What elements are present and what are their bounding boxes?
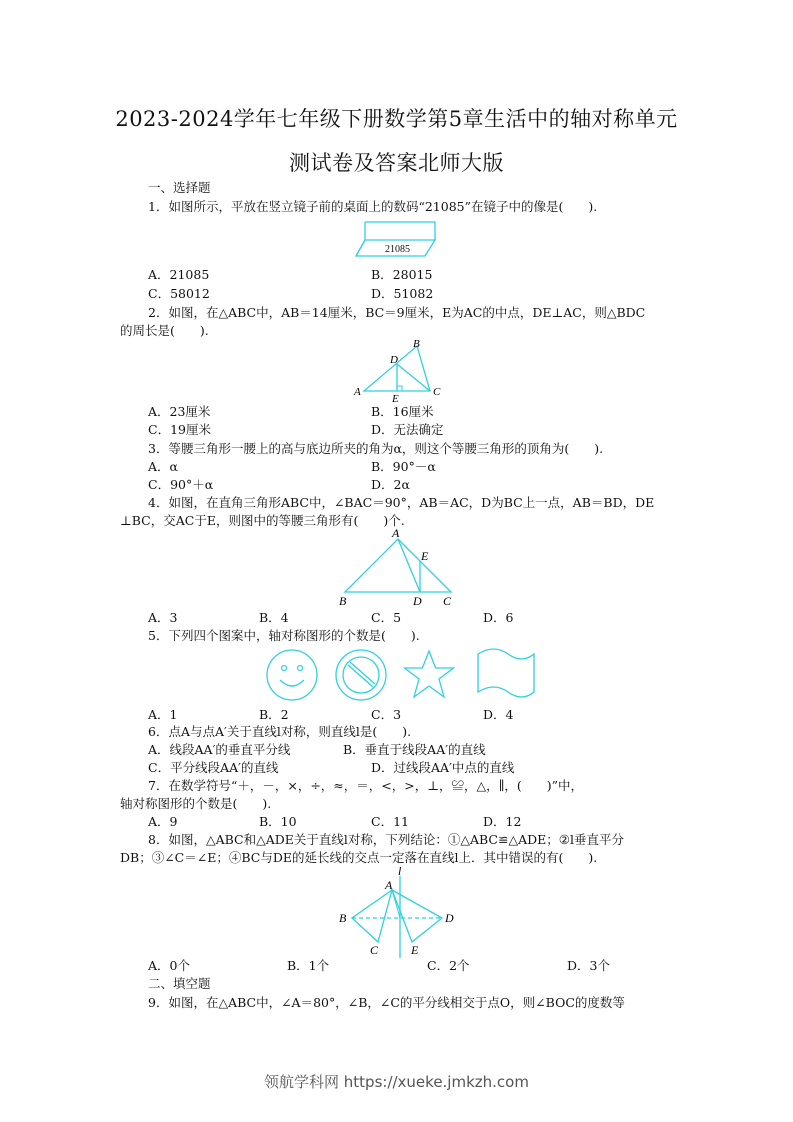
q3-option-a: A．α: [148, 459, 178, 474]
q9-stem: 9．如图，在△ABC中，∠A＝80°，∠B，∠C的平分线相交于点O，则∠BOC的度数等: [148, 995, 625, 1010]
q8-label-a: A: [385, 878, 393, 892]
q2-option-d: D．无法确定: [371, 422, 444, 437]
q4-right-triangle-figure: [335, 527, 465, 609]
section-heading-fill-in: 二、填空题: [148, 976, 211, 991]
q6-option-a: A．线段AA′的垂直平分线: [148, 742, 291, 757]
q5-patterns-figure: [262, 648, 537, 702]
q8-symmetry-figure: [330, 864, 470, 958]
q8-option-a: A．0个: [148, 958, 190, 973]
q7-option-d: D．12: [483, 814, 522, 829]
q1-option-d: D．51082: [371, 286, 434, 301]
footer-watermark: 领航学科网 https://xueke.jmkzh.com: [264, 1073, 529, 1091]
q8-label-d: D: [445, 911, 454, 925]
q2-option-b: B．16厘米: [371, 404, 434, 419]
smiley-pattern: [267, 650, 317, 700]
section-heading-choice: 一、选择题: [148, 180, 211, 195]
q4-option-a: A．3: [148, 610, 178, 625]
q2-triangle-figure: [350, 336, 450, 404]
q1-option-a: A．21085: [148, 267, 210, 282]
prohibition-sign-pattern: [336, 650, 386, 700]
q5-stem: 5．下列四个图案中，轴对称图形的个数是( ).: [148, 628, 420, 643]
q7-option-b: B．10: [259, 814, 297, 829]
q8-stem-line2: DB；③∠C＝∠E；④BC与DE的延长线的交点一定落在直线l上．其中错误的有( ).: [120, 850, 598, 865]
q2-label-c: C: [433, 386, 441, 398]
q7-stem-line2: 轴对称图形的个数是( ).: [120, 796, 272, 811]
q4-stem-line2: ⊥BC，交AC于E，则图中的等腰三角形有( )个.: [120, 513, 405, 528]
q5-option-d: D．4: [483, 707, 514, 722]
q7-option-a: A．9: [148, 814, 178, 829]
q1-mirror-figure: [355, 220, 445, 260]
q2-label-b: B: [413, 338, 420, 350]
q3-stem: 3．等腰三角形一腰上的高与底边所夹的角为α，则这个等腰三角形的顶角为( ).: [148, 441, 604, 456]
q1-figure-number: 21085: [385, 244, 410, 255]
q5-option-b: B．2: [259, 707, 289, 722]
q2-label-e: E: [392, 393, 399, 404]
q8-label-l: l: [398, 864, 402, 878]
q4-label-c: C: [443, 594, 452, 608]
q1-option-c: C．58012: [148, 286, 210, 301]
q2-stem-line2: 的周长是( ).: [120, 323, 209, 338]
q7-stem-line1: 7．在数学符号“＋，－，×，÷，≈，＝，<，>，⊥，≌，△，∥，( )”中，: [148, 778, 583, 793]
q4-label-e: E: [421, 549, 429, 563]
q4-stem-line1: 4．如图，在直角三角形ABC中，∠BAC＝90°，AB＝AC，D为BC上一点，AB＝BD，DE: [148, 495, 655, 510]
q8-option-d: D．3个: [567, 958, 610, 973]
q8-label-e: E: [411, 943, 419, 957]
q7-option-c: C．11: [371, 814, 409, 829]
star-pattern: [405, 651, 454, 697]
q1-stem: 1．如图所示，平放在竖立镜子前的桌面上的数码“21085”在镜子中的像是( ).: [148, 199, 598, 214]
q5-option-c: C．3: [371, 707, 402, 722]
q4-option-d: D．6: [483, 610, 514, 625]
page-title-line1: 2023-2024学年七年级下册数学第5章生活中的轴对称单元: [115, 107, 678, 131]
q4-option-b: B．4: [259, 610, 289, 625]
page-title-line2: 测试卷及答案北师大版: [289, 151, 504, 175]
q8-stem-line1: 8．如图，△ABC和△ADE关于直线l对称，下列结论：①△ABC≌△ADE；②l垂直平分: [148, 832, 624, 847]
q2-option-c: C．19厘米: [148, 422, 211, 437]
q6-stem: 6．点A与点A′关于直线l对称，则直线l是( ).: [148, 724, 412, 739]
q6-option-b: B．垂直于线段AA′的直线: [343, 742, 486, 757]
q4-label-b: B: [339, 594, 347, 608]
q3-option-d: D．2α: [371, 477, 410, 492]
q2-label-a: A: [354, 386, 361, 398]
q2-label-d: D: [390, 354, 398, 366]
q8-option-c: C．2个: [427, 958, 470, 973]
q4-label-d: D: [413, 594, 422, 608]
q5-option-a: A．1: [148, 707, 178, 722]
q2-option-a: A．23厘米: [148, 404, 211, 419]
q3-option-c: C．90°＋α: [148, 477, 214, 492]
q1-option-b: B．28015: [371, 267, 433, 282]
q8-label-c: C: [370, 943, 379, 957]
q6-option-d: D．过线段AA′中点的直线: [371, 760, 515, 775]
q4-label-a: A: [392, 527, 400, 540]
q8-option-b: B．1个: [287, 958, 330, 973]
q4-option-c: C．5: [371, 610, 402, 625]
q3-option-b: B．90°－α: [371, 459, 436, 474]
q8-label-b: B: [339, 911, 347, 925]
wave-flag-pattern: [478, 649, 534, 697]
q2-stem-line1: 2．如图，在△ABC中，AB＝14厘米，BC＝9厘米，E为AC的中点，DE⊥AC，则△BDC: [148, 305, 646, 320]
q6-option-c: C．平分线段AA′的直线: [148, 760, 279, 775]
